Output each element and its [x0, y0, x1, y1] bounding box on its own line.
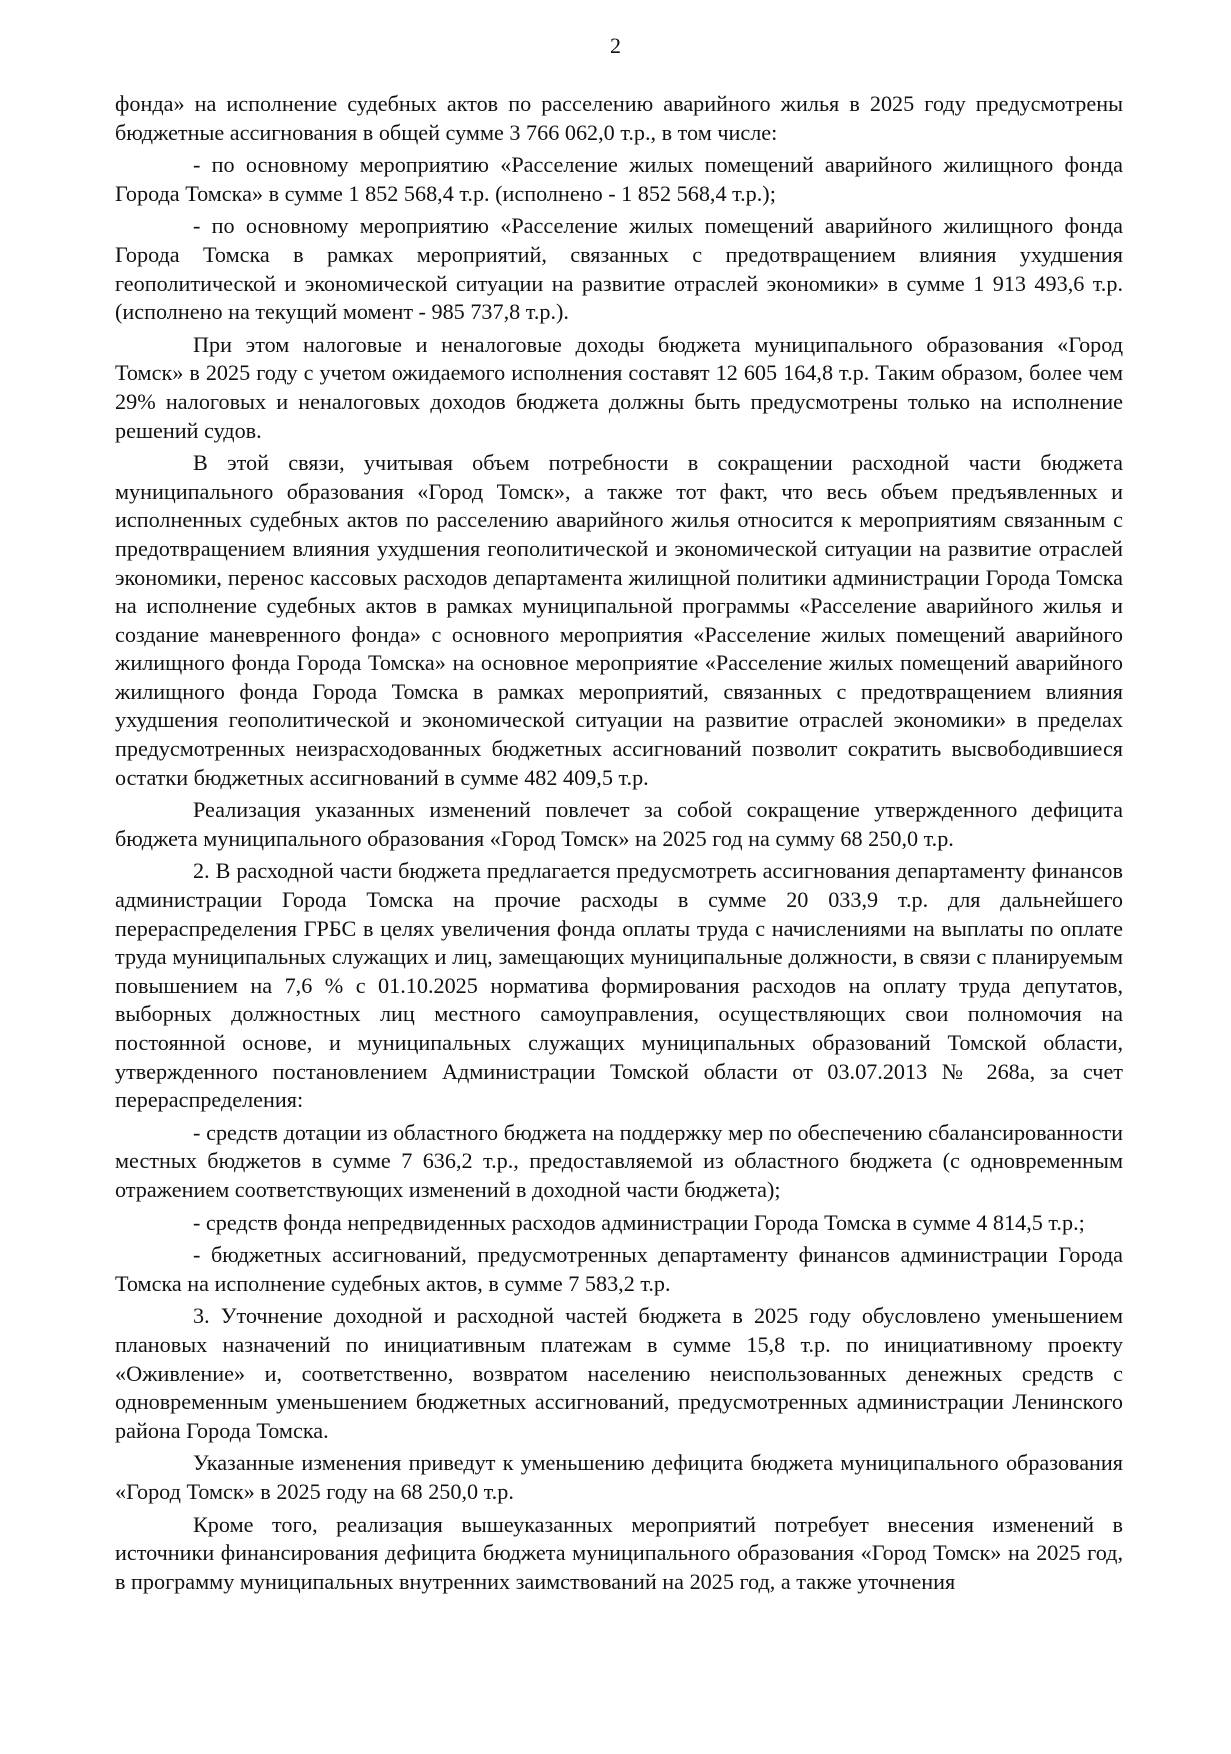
- paragraph-list-item: - по основному мероприятию «Расселение жилых помещений аварийного жилищного фонда Города Томска» в сумме 1 852 568,4 т.р. (исполнено - 1 852 568,4 т.р.);: [115, 152, 1123, 206]
- paragraph-continuation: фонда» на исполнение судебных актов по расселению аварийного жилья в 2025 году предусмотрены бюджетные ассигнования в общей сумме 3 766 062,0 т.р., в том числе:: [115, 91, 1123, 145]
- document-body: [115, 90, 1123, 1600]
- paragraph: Кроме того, реализация вышеуказанных мероприятий потребует внесения изменений в источники финансирования дефицита бюджета муниципального образования «Город Томск» на 2025 год, в программу муниципальных внутренних заимствований на 2025 год, а также уточнения: [115, 1511, 1123, 1594]
- paragraph: Указанные изменения приведут к уменьшению дефицита бюджета муниципального образования «Город Томск» в 2025 году на 68 250,0 т.р.: [115, 1450, 1123, 1504]
- page-number: 2: [610, 33, 621, 58]
- paragraph-numbered-item: 2. В расходной части бюджета предлагается предусмотреть ассигнования департаменту финансов администрации Города Томска на прочие расходы в сумме 20 033,9 т.р. для дальнейшего перераспределения ГРБС в целях увеличения фонда оплаты труда с начислениями на выплаты по оплате труда муниципальных служащих и лиц, замещающих муниципальные должности, в связи с планируемым повышением на 7,6 % с 01.10.2025 норматива формирования расходов на оплату труда депутатов, выборных должностных лиц местного самоуправления, осуществляющих свои полномочия на постоянной основе, и муниципальных служащих муниципальных образований Томской области, утвержденного постановлением Администрации Томской области от 03.07.2013 № 268а, за счет перераспределения:: [115, 858, 1123, 1113]
- paragraph-list-item: - по основному мероприятию «Расселение жилых помещений аварийного жилищного фонда Города Томска в рамках мероприятий, связанных с предотвращением влияния ухудшения геополитической и экономической ситуации на развитие отраслей экономики» в сумме 1 913 493,6 т.р. (исполнено на текущий момент - 985 737,8 т.р.).: [115, 213, 1123, 325]
- paragraph: Реализация указанных изменений повлечет за собой сокращение утвержденного дефицита бюджета муниципального образования «Город Томск» на 2025 год на сумму 68 250,0 т.р.: [115, 797, 1123, 851]
- paragraph: При этом налоговые и неналоговые доходы бюджета муниципального образования «Город Томск» в 2025 году с учетом ожидаемого исполнения составят 12 605 164,8 т.р. Таким образом, более чем 29% налоговых и неналоговых доходов бюджета должны быть предусмотрены только на исполнение решений судов.: [115, 331, 1123, 443]
- paragraph-list-item: - бюджетных ассигнований, предусмотренных департаменту финансов администрации Города Томска на исполнение судебных актов, в сумме 7 583,2 т.р.: [115, 1242, 1123, 1296]
- paragraph: В этой связи, учитывая объем потребности в сокращении расходной части бюджета муниципального образования «Город Томск», а также тот факт, что весь объем предъявленных и исполненных судебных актов по расселению аварийного жилья относится к мероприятиям связанным с предотвращением влияния ухудшения геополитической и экономической ситуации на развитие отраслей экономики, перенос кассовых расходов департамента жилищной политики администрации Города Томска на исполнение судебных актов в рамках муниципальной программы «Расселение аварийного жилья и создание маневренного фонда» с основного мероприятия «Расселение жилых помещений аварийного жилищного фонда Города Томска» на основное мероприятие «Расселение жилых помещений аварийного жилищного фонда Города Томска в рамках мероприятий, связанных с предотвращением влияния ухудшения геополитической и экономической ситуации на развитие отраслей экономики» в пределах предусмотренных неизрасходованных бюджетных ассигнований позволит сократить высвободившиеся остатки бюджетных ассигнований в сумме 482 409,5 т.р.: [115, 450, 1123, 790]
- paragraph-numbered-item: 3. Уточнение доходной и расходной частей бюджета в 2025 году обусловлено уменьшением плановых назначений по инициативным платежам в сумме 15,8 т.р. по инициативному проекту «Оживление» и, соответственно, возвратом населению неиспользованных денежных средств с одновременным уменьшением бюджетных ассигнований, предусмотренных администрации Ленинского района Города Томска.: [115, 1303, 1123, 1443]
- paragraph-list-item: - средств дотации из областного бюджета на поддержку мер по обеспечению сбалансированности местных бюджетов в сумме 7 636,2 т.р., предоставляемой из областного бюджета (с одновременным отражением соответствующих изменений в доходной части бюджета);: [115, 1119, 1123, 1202]
- paragraph-list-item: - средств фонда непредвиденных расходов администрации Города Томска в сумме 4 814,5 т.р.;: [193, 1209, 1085, 1235]
